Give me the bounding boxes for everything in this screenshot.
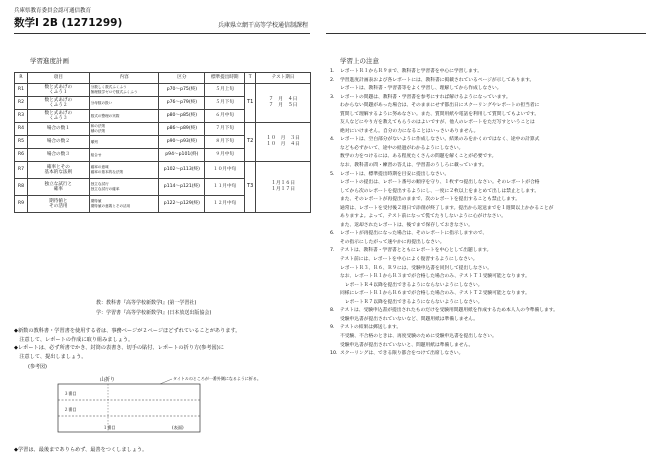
rule-text-line: 通常は、レポートを受付後２週日で添削が終了します。提出から返送までを１週間以上かかることが [340,205,554,211]
report-number-cell: R7 [15,162,28,179]
textbook-list [96,298,211,318]
header-rule-left [14,33,310,34]
item-cell-line: その活用 [49,204,68,209]
submission-period-cell: ５月下旬 [205,97,245,110]
item-cell [27,162,89,179]
rule-number: 1. [330,69,335,74]
encouragement-note: ◆学習は、最後までありらめず、最善をつくしましょう。 [14,447,148,453]
note-line: ◆レポートは、必ず所書でかき、封筒の表書き、切手の貼付、レポートの折り方(参考図)に [14,345,224,352]
rule-text-line: テスト前には、レポートを中心によく復習するようにしなさい。 [340,257,478,263]
item-cell [27,179,89,196]
rule-text-line: レポートは、教科書・学習書等をよく学習し、理解してから作成しなさい。 [340,86,502,92]
note-line: 注意して、提出しましょう。 [14,353,87,360]
rule-text-line: 受験申込書が提出されていないなど、問題用紙は準備しません。 [340,316,479,322]
rule-text-line: レポートは、標準提出時期を目安に提出しなさい。 [340,171,450,177]
content-cell [89,179,159,196]
rule-text-line: レポートは、空白部分がないように作成しなさい。結果のみをかくのではなく、途中の計算式 [340,137,540,143]
report-number-cell: R5 [15,136,28,149]
study-rules-list [330,68,648,359]
folding-diagram [40,375,290,435]
rule-number: 7. [330,248,335,254]
cover-label: (表面) [172,425,184,430]
rule-number: 5. [330,171,335,177]
rule-number: 9. [330,325,335,331]
content-cell-line: 独立な試行の確率 [90,187,120,191]
item-cell [27,136,89,149]
content-cell [89,196,159,213]
submission-period-cell: ８月下旬 [205,136,245,149]
item-cell-line: くふう１ [49,90,68,95]
item-cell-line: 数と式あげの [44,97,73,103]
table-row [15,162,311,179]
page-range-cell: p86〜p89(終) [159,123,205,136]
rule-number: 8. [330,308,335,314]
rule-text-line: してから次のレポートを提出するようにし、一度に２枚以上をまとめて出しは禁止とします。 [340,188,540,194]
item-cell-line: 数と式あげの [44,84,73,90]
item-cell-line: 場合の数１ [46,126,70,132]
rule-text-line: レポートの提出は、レポート番号の順序を守り、１枚ずつ提出しなさい。そのレポートが合格 [340,180,540,186]
rule-text-line: テストは、受験申込書が提出されたものだけを受験用問題用紙を作成するため本人人の今準備します。 [340,308,558,314]
rule-item [330,230,648,247]
test-dates-cell-line: １月１６日 [271,180,296,186]
test-dates-cell-line: １月１７日 [271,187,296,192]
fold-annotation: タイトルのところが一番外側になるように折る。 [173,376,261,381]
page-third-label: ３番目 [64,391,77,396]
content-cell-line: 確率の基本的な法則 [90,170,124,174]
rule-number: 3. [330,94,335,100]
submission-notes [14,327,314,361]
column-header: R [15,73,28,84]
textbook-line: 学：学習書『高等学校新数学Ⅰ』(日本放送出版協会) [96,310,212,316]
item-cell-line: くふう３ [49,116,68,121]
rule-item [330,171,648,231]
note-line: ◆新数の教科書・学習書を使用する者は、事務ページが２ページほどずれていることがあります。 [14,328,241,334]
submission-period-cell: １２月中旬 [205,196,245,213]
rule-text-line: わからない問題があった場合は、そのままにせず都出日にスクーリングやレポートの担当者に [340,103,540,109]
content-cell [89,149,159,162]
test-label-cell: T1 [245,84,256,123]
rule-item [330,324,648,350]
column-header: 内容 [89,73,159,84]
report-number-cell: R3 [15,110,28,123]
content-cell-line: 数式の整理の実際 [90,113,120,118]
table-row [15,84,311,97]
content-cell-line: 組合せ [90,152,102,157]
section-title-plan: 学習進度計画 [30,57,69,65]
rule-item [330,68,648,77]
rule-text-line: スクーリングは、できる限り都合をつけて出席しなさい。 [340,351,464,357]
rule-text-line: レポートＲ４以降を提出できるようにならないようにしなさい。 [340,282,483,288]
rule-item [330,77,648,94]
page-range-cell: p76〜p79(終) [159,97,205,110]
page-second-label: ２番目 [64,407,77,412]
rule-number: 6. [330,231,335,237]
report-number-cell: R8 [15,179,28,196]
item-cell [27,110,89,123]
school-name: 兵庫県立網干高等学校通信制課程 [218,22,309,29]
submission-period-cell: １０月中旬 [205,162,245,179]
item-cell [27,149,89,162]
content-cell [89,162,159,179]
annotation-leader [160,379,172,384]
rule-item [330,307,648,324]
submission-period-cell: ９月中旬 [205,149,245,162]
rule-text-line: テストの結果は郵送します。 [340,325,402,331]
department-label: 兵庫県教育委員会認可通信教育 [14,8,92,14]
content-cell-line: 無理数学ゼロで数式ふくふう [90,90,138,94]
page-range-cell: p122〜p129(終) [159,196,205,213]
report-number-cell: R1 [15,84,28,97]
content-cell-line: 期待値 [90,199,102,204]
report-number-cell: R9 [15,196,28,213]
rule-item [330,350,648,359]
table-header-row [15,73,311,84]
content-cell [89,136,159,149]
rule-text-line: レポートが再提出になった場合は、そのレポートに指示しますので、 [340,231,488,237]
column-header: 項目 [27,73,89,84]
rule-text-line: 不受験、不合格のときは、再度受験のために受験申込書を提出しなさい。 [340,333,497,339]
content-cell-line: 独立な試行 [90,182,109,187]
item-cell-line: 期待値と [49,198,68,204]
content-cell-line: 分母数の扱い [90,100,113,105]
rule-item [330,94,648,137]
rule-text-line: 数学の力をつけるには、ある程度たくさんの問題を解くことが必要です。 [340,154,497,160]
rule-number: 10. [330,351,338,357]
item-cell-line: 独立な試行と [44,181,73,187]
item-cell [27,123,89,136]
reference-figure-label: (参考図) [28,364,47,370]
test-dates-cell [256,84,311,123]
rule-text-line: レポートＲ３、Ｒ６、Ｒ９には、受験申込書を同封して提出しなさい。 [340,265,493,271]
page-range-cell: p70〜p75(終) [159,84,205,97]
submission-period-cell: ７月下旬 [205,123,245,136]
content-cell-line: 和の法則 [90,124,106,129]
rule-text-line: レポートの問題は、教科書・学習書を参考にすれば解けるようになっています。 [340,94,511,100]
item-cell [27,97,89,110]
rule-text-line: レポートＲ１からＲ９まで、教科書と学習書を中心に学習します。 [340,69,483,74]
rule-text-line: 質問して理解するように努めなさい。また、質問用紙や電話を利用して質問してもよいです。 [340,111,540,117]
content-cell-line: 積の法則 [90,129,106,133]
page-first-label: １番目 [103,425,116,430]
rule-text-line: レポートＲ７以降を提出できるようにならないようにしなさい。 [340,299,483,305]
test-dates-cell [256,123,311,162]
table-row [15,123,311,136]
rule-text-line: 学習進度計画表および各レポートには、教科書に掲載されているページが示してあります。 [340,77,535,83]
item-cell-line: 基本的な法則 [44,170,73,175]
page-range-cell: p80〜p85(終) [159,110,205,123]
rule-number: 4. [330,137,335,143]
content-cell [89,123,159,136]
rule-text-line: 受験申込書が提出されていないと、問題用紙は準備しません。 [340,342,474,348]
submission-period-cell: １１月中旬 [205,179,245,196]
submission-period-cell: ５月上旬 [205,84,245,97]
test-dates-cell-line: １０ 月 ３日 [266,135,300,141]
content-cell [89,110,159,123]
rule-item [330,136,648,170]
fold-label: 山折り [100,377,116,383]
test-dates-cell-line: ７ 月 ４日 [268,96,298,102]
test-dates-cell-line: １０ 月 ４日 [266,142,300,147]
content-cell-line: 確率の意味 [90,165,109,170]
item-cell-line: 確率とその [46,164,70,170]
item-cell-line: 数と式あげの [44,110,73,116]
note-line: 注意して、レポートの作成に取り組みましょう。 [14,336,134,343]
rule-text-line: 絶対にいけません。自分の力になることはいっさいありません。 [340,128,479,134]
rule-item [330,247,648,307]
submission-period-cell: ６月中旬 [205,110,245,123]
content-cell [89,84,159,97]
item-cell [27,84,89,97]
page-range-cell: p114〜p121(終) [159,179,205,196]
section-title-notes: 学習上の注意 [340,57,379,65]
content-cell [89,97,159,110]
report-number-cell: R6 [15,149,28,162]
rule-text-line: ありますよ。よって、テスト前になって慌てたりしないように心がけなさい。 [340,214,506,220]
page-range-cell: p102〜p113(終) [159,162,205,179]
rule-number: 2. [330,77,335,83]
content-cell-line: 順列 [90,139,98,144]
textbook-line: 教：教科書『高等学校新数学Ⅰ』(第一学習社) [96,300,197,306]
item-cell-line: 場合の数３ [46,152,70,158]
test-label-cell: T3 [245,162,256,213]
rule-text-line: その指示にしたがって速やかに再提出しなさい。 [340,239,445,245]
test-dates-cell [256,162,311,213]
study-plan-table [14,72,311,213]
rule-text-line: 同様にレポートＲ１からＲ６までが合格した場合のみ、テストＴ２受験可能となります。 [340,291,530,297]
rule-text-line: なお、レポートＲ１からＲ３までが合格した場合のみ、テストＴ１受験可能となります。 [340,274,530,280]
test-dates-cell-line: ７ 月 ５日 [268,103,298,108]
column-header: 標準提出時期 [205,73,245,84]
page-range-cell: p94〜p101(終) [159,149,205,162]
column-header: 区分 [159,73,205,84]
item-cell-line: くふう２ [49,103,68,108]
rule-text-line: また、そのレポートが再提出のままで、次のレポートを提出することも禁止します。 [340,197,521,203]
column-header: テスト期日 [256,73,311,84]
rule-text-line: なお、教科書の問・練習の答えは、学習書のうしろに載っています。 [340,163,487,169]
header-rule-right [326,33,646,34]
report-number-cell: R2 [15,97,28,110]
report-number-cell: R4 [15,123,28,136]
item-cell-line: 場合の数２ [46,139,70,145]
rule-text-line: テストは、教科書・学習書とともにレポートを中心として出題します。 [340,248,492,254]
content-cell-line: 分数しく数式ふくふう [90,85,127,90]
item-cell-line: 確率 [53,187,63,192]
rule-text-line: 友人などにやり方を教えてもらうのはよいですが、他人のレポートをただ写すということは [340,120,535,126]
test-label-cell: T2 [245,123,256,162]
course-title: 数学Ⅰ 2B (1271299) [14,17,123,29]
page-range-cell: p90〜p93(終) [159,136,205,149]
rule-text-line: また、返却されたレポートは、後でまで保存しておきなさい。 [340,222,474,228]
column-header: T [245,73,256,84]
item-cell [27,196,89,213]
rule-text-line: なども必ずかいて、途中の経過がわかるようにしなさい。 [340,145,464,151]
content-cell-line: 期待値の意義とその活用 [90,204,131,208]
